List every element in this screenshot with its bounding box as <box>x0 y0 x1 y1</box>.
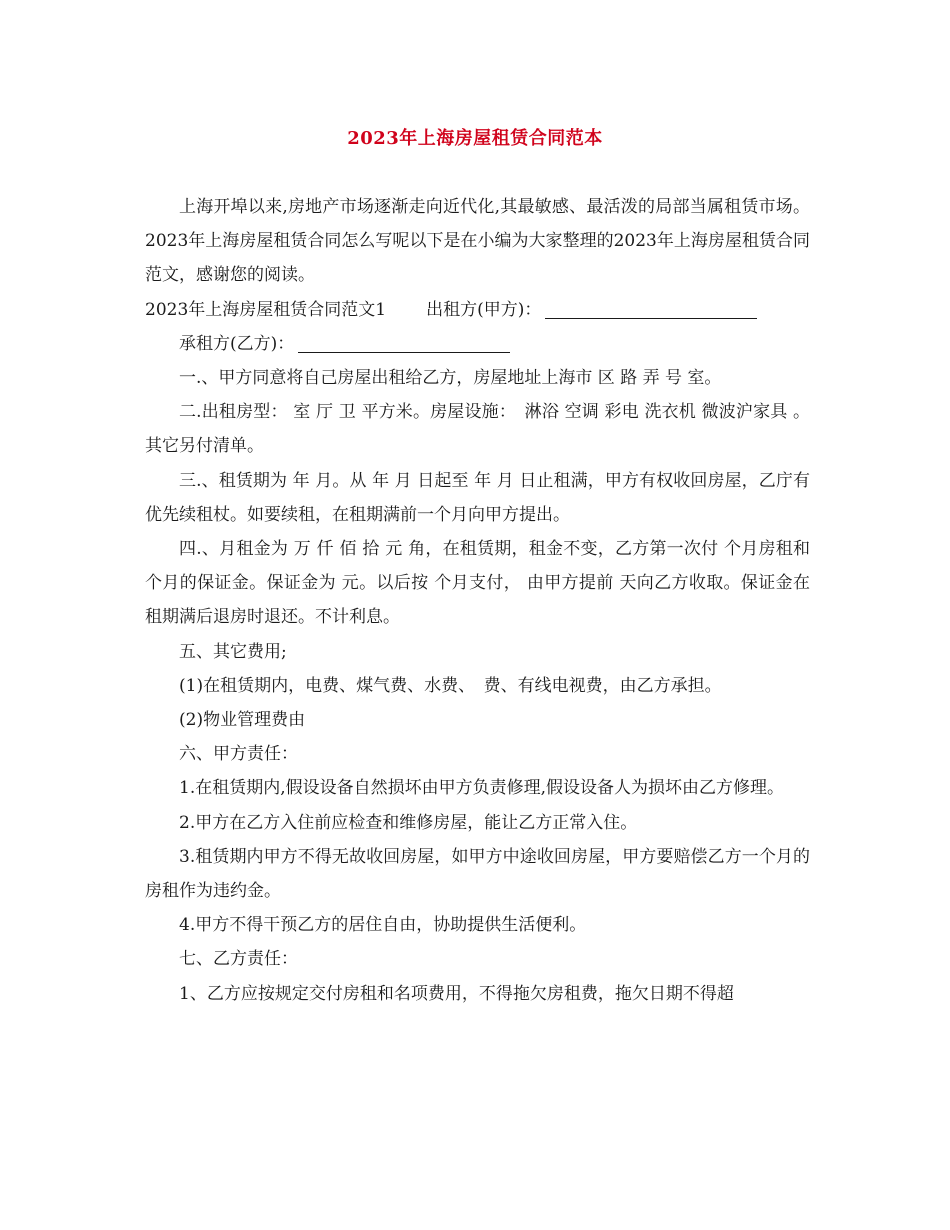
clause-6-item-2: 2.甲方在乙方入住前应检查和维修房屋，能让乙方正常入住。 <box>179 812 638 833</box>
clause-5-heading: 五、其它费用; <box>179 641 287 662</box>
sample-heading-line <box>145 293 810 327</box>
clause-7-item-1: 1、乙方应按规定交付房租和名项费用，不得拖欠房租费，拖欠日期不得超 <box>179 983 734 1004</box>
document-title: 2023年上海房屋租赁合同范本 <box>347 128 603 149</box>
clause-6-item-4: 4.甲方不得干预乙方的居住自由，协助提供生活便利。 <box>179 915 587 936</box>
clause-5-item-1: (1)在租赁期内，电费、煤气费、水费、 费、有线电视费，由乙方承担。 <box>179 675 722 696</box>
lessee-line <box>145 327 810 361</box>
clause-7-heading: 七、乙方责任： <box>179 949 298 970</box>
clause-6-item-1: 1.在租赁期内,假设设备自然损坏由甲方负责修理,假设设备人为损坏由乙方修理。 <box>179 778 785 799</box>
lessor-blank <box>545 298 757 319</box>
lessee-blank <box>298 332 510 353</box>
clause-4: 四.、月租金为 万 仟 佰 拾 元 角，在租赁期，租金不变，乙方第一次付 个月房租和 个月的保证金。保证金为 元。以后按 个月支付， 由甲方提前 天向乙方收取。保证金在租期满后退房时退还。不计利息。 <box>145 539 810 628</box>
lessor-label: 出租方(甲方)： <box>426 299 542 320</box>
sample-heading: 2023年上海房屋租赁合同范文1 <box>145 299 387 320</box>
clause-3: 三.、租赁期为 年 月。从 年 月 日起至 年 月 日止租满，甲方有权收回房屋，乙庁有优先续租杖。如要续租，在租期满前一个月向甲方提出。 <box>145 470 810 525</box>
clause-5-item-2: (2)物业管理费由 <box>179 710 306 731</box>
document-body <box>145 190 810 1011</box>
clause-2: 二.出租房型： 室 厅 卫 平方米。房屋设施： 淋浴 空调 彩电 洗衣机 微波沪家具 。其它另付清单。 <box>145 402 810 457</box>
clause-6-item-3: 3.租赁期内甲方不得无故收回房屋，如甲方中途收回房屋，甲方要赔偿乙方一个月的房租作为违约金。 <box>145 846 810 902</box>
clause-6-heading: 六、甲方责任： <box>179 744 298 765</box>
clause-1: 一.、甲方同意将自己房屋出租给乙方，房屋地址上海市 区 路 弄 号 室。 <box>179 368 722 389</box>
lessee-label: 承租方(乙方)： <box>179 333 295 354</box>
intro-paragraph: 上海开埠以来,房地产市场逐渐走向近代化,其最敏感、最活泼的局部当属租赁市场。2023年上海房屋租赁合同怎么写呢以下是在小编为大家整理的2023年上海房屋租赁合同范文，感谢您的阅读。 <box>145 197 810 286</box>
